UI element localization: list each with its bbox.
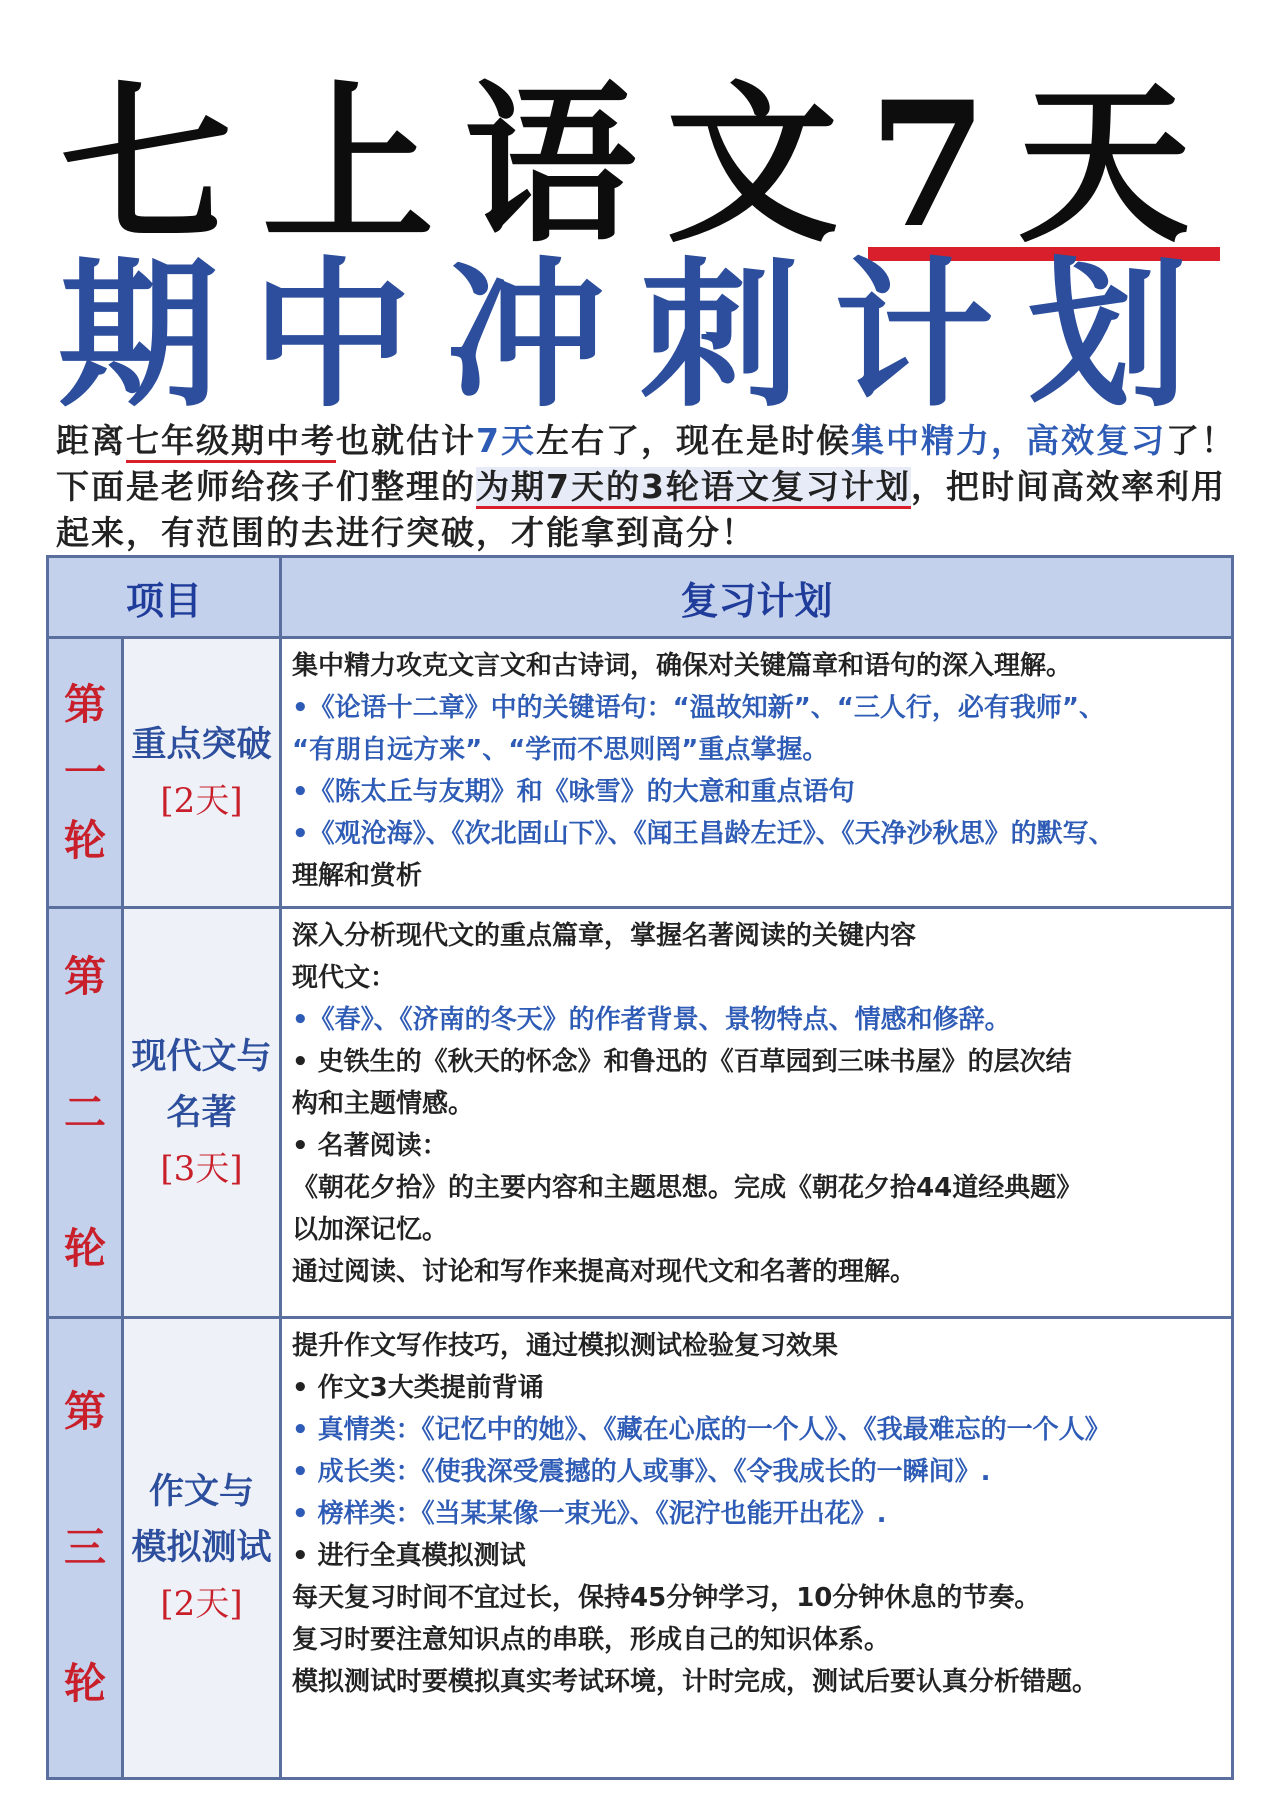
intro-text: 左右了，现在是时候 [535, 421, 851, 460]
list-item: 集中精力攻克文言文和古诗词，确保对关键篇章和语句的深入理解。 [292, 651, 1073, 681]
list-item: 以加深记忆。 [292, 1215, 449, 1245]
round-content [281, 638, 1233, 908]
list-item: 提升作文写作技巧，通过模拟测试检验复习效果 [292, 1331, 839, 1361]
list-item: •《观沧海》、《次北固山下》、《闻王昌龄左迁》、《天净沙秋思》的默写、 [292, 819, 1115, 849]
list-item: • 成长类：《使我深受震撼的人或事》、《令我成长的一瞬间》. [292, 1457, 991, 1487]
list-item: • 进行全真模拟测试 [292, 1541, 526, 1571]
intro-text: 为期7天的3轮语文复习计划 [476, 467, 911, 509]
list-item: • 名著阅读： [292, 1131, 448, 1161]
list-item: 复习时要注意知识点的串联，形成自己的知识体系。 [292, 1625, 891, 1655]
header-project: 项目 [48, 557, 281, 638]
round-label: 第 一 轮 [48, 638, 123, 908]
title-highlight-days: 7天 [868, 63, 1220, 266]
list-item: “有朋自远方来”、“学而不思则罔”重点掌握。 [292, 735, 829, 765]
list-item: •《春》、《济南的冬天》的作者背景、景物特点、情感和修辞。 [292, 1005, 1011, 1035]
list-item: 深入分析现代文的重点篇章，掌握名著阅读的关键内容 [292, 921, 917, 951]
focus-label: 作文与 模拟测试 [2天] [123, 1318, 281, 1779]
days-badge: [3天] [160, 1148, 243, 1189]
list-item: 现代文： [292, 963, 397, 993]
intro-text: 也就估计 [336, 421, 476, 460]
focus-label: 重点突破 [2天] [123, 638, 281, 908]
list-item: 理解和赏析 [292, 861, 423, 891]
days-badge: [2天] [160, 780, 243, 821]
list-item: • 作文3大类提前背诵 [292, 1373, 544, 1403]
title-prefix: 七上语文 [60, 63, 869, 266]
table-row-round-3 [48, 1318, 1233, 1779]
list-item: 每天复习时间不宜过长，保持45分钟学习，10分钟休息的节奏。 [292, 1583, 1041, 1613]
table-row-round-2 [48, 908, 1233, 1318]
list-item: • 史铁生的《秋天的怀念》和鲁迅的《百草园到三味书屋》的层次结 [292, 1047, 1072, 1077]
days-badge: [2天] [160, 1584, 243, 1624]
review-plan-table [46, 555, 1234, 1780]
intro-text: ，把时间高效率利用起来，有范围的去进行突破，才能拿到高分！ [56, 467, 1226, 552]
list-item: 模拟测试时要模拟真实考试环境，计时完成，测试后要认真分析错题。 [292, 1667, 1099, 1697]
round-content [281, 908, 1233, 1318]
list-item: 构和主题情感。 [292, 1089, 475, 1119]
list-item: • 真情类：《记忆中的她》、《藏在心底的一个人》、《我最难忘的一个人》 [292, 1415, 1111, 1445]
table-header-row [48, 557, 1233, 638]
intro-text: 了！下面是老师给孩子们整理的 [56, 421, 1236, 506]
round-content [281, 1318, 1233, 1779]
title-line-2: 期中冲刺计划 [57, 241, 1222, 429]
round-label: 第 三 轮 [48, 1318, 123, 1779]
list-item: •《陈太丘与友期》和《咏雪》的大意和重点语句 [292, 777, 855, 807]
intro-text: 7天 [476, 421, 536, 460]
list-item: • 榜样类：《当某某像一束光》、《泥泞也能开出花》. [292, 1499, 887, 1529]
intro-text: 距离 [56, 421, 126, 460]
table-row-round-1 [48, 638, 1233, 908]
list-item: 通过阅读、讨论和写作来提高对现代文和名著的理解。 [292, 1257, 917, 1287]
title-line-1 [0, 63, 1280, 266]
list-item: •《论语十二章》中的关键语句：“温故知新”、“三人行，必有我师”、 [292, 693, 1105, 723]
header-plan: 复习计划 [281, 557, 1233, 638]
intro-text: 集中精力，高效复习 [850, 421, 1166, 460]
focus-label: 现代文与 名著 [3天] [123, 908, 281, 1318]
intro-text: 七年级期中考 [126, 421, 336, 463]
intro-paragraph [56, 418, 1236, 556]
list-item: 《朝花夕拾》的主要内容和主题思想。完成《朝花夕拾44道经典题》 [292, 1173, 1083, 1203]
round-label: 第 二 轮 [48, 908, 123, 1318]
